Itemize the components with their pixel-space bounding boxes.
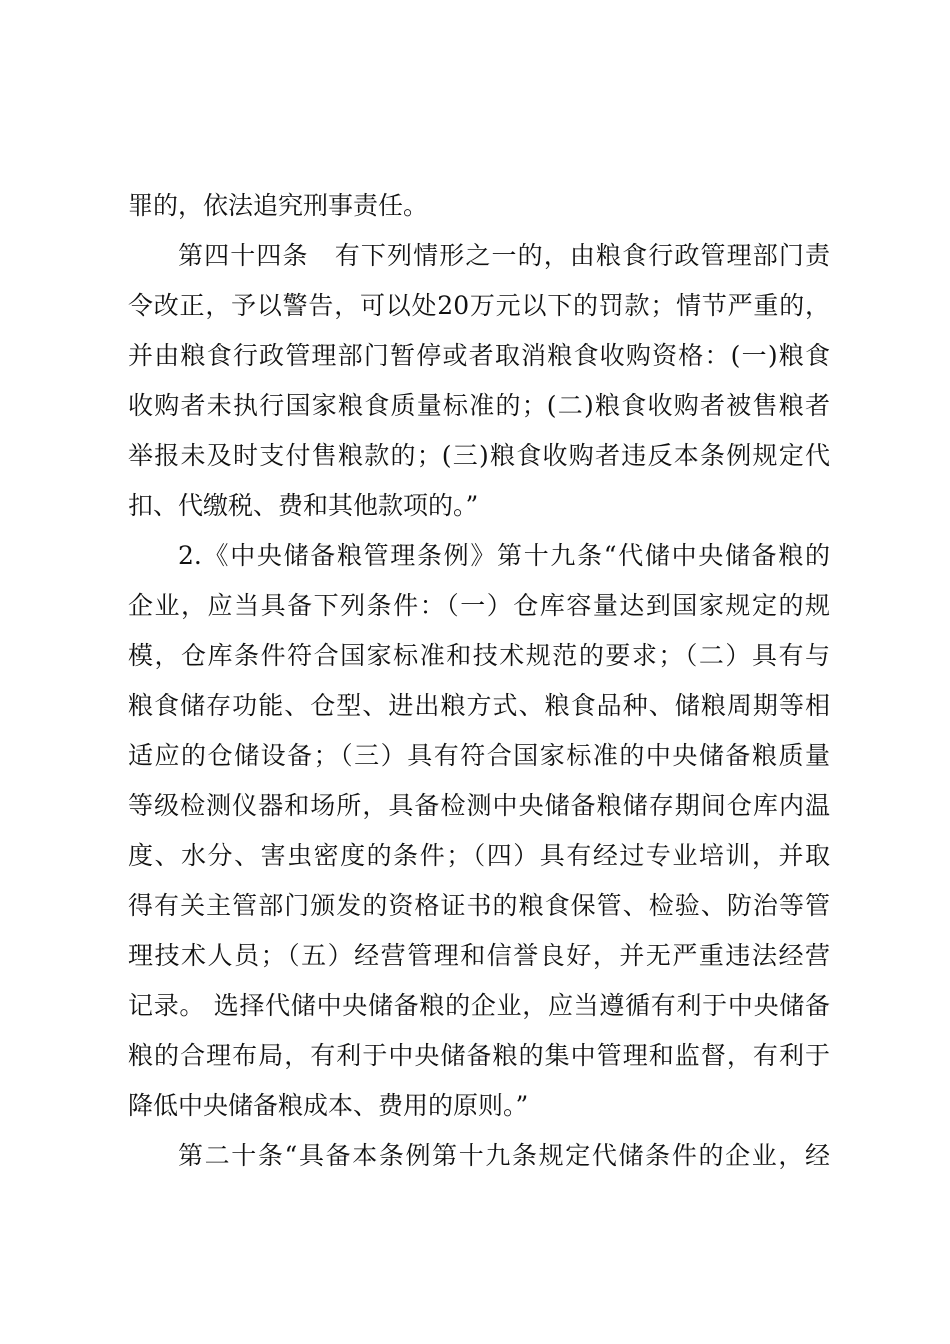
text-line: 等级检测仪器和场所，具备检测中央储备粮储存期间仓库内温	[128, 791, 830, 820]
text-line: 收购者未执行国家粮食质量标准的；(二)粮食收购者被售粮者	[128, 391, 830, 420]
text-line: 举报未及时支付售粮款的；(三)粮食收购者违反本条例规定代	[128, 441, 830, 470]
text-line: 降低中央储备粮成本、费用的原则。”	[128, 1091, 529, 1120]
text-line: 记录。 选择代储中央储备粮的企业，应当遵循有利于中央储备	[128, 991, 830, 1020]
text-line: 扣、代缴税、费和其他款项的。”	[128, 491, 479, 520]
text-line: 第四十四条 有下列情形之一的，由粮食行政管理部门责	[178, 241, 830, 270]
text-line: 罪的，依法追究刑事责任。	[128, 191, 429, 220]
text-line: 第二十条“具备本条例第十九条规定代储条件的企业，经	[178, 1141, 830, 1170]
text-line: 模，仓库条件符合国家标准和技术规范的要求；（二）具有与	[128, 641, 830, 670]
text-line: 适应的仓储设备；（三）具有符合国家标准的中央储备粮质量	[128, 741, 830, 770]
text-line: 并由粮食行政管理部门暂停或者取消粮食收购资格：(一)粮食	[128, 341, 830, 370]
text-line: 令改正，予以警告，可以处20万元以下的罚款；情节严重的，	[128, 291, 830, 320]
text-line: 企业，应当具备下列条件：（一）仓库容量达到国家规定的规	[128, 591, 830, 620]
text-line: 理技术人员；（五）经营管理和信誉良好，并无严重违法经营	[128, 941, 830, 970]
text-line: 度、水分、害虫密度的条件；（四）具有经过专业培训，并取	[128, 841, 830, 870]
text-line: 粮食储存功能、仓型、进出粮方式、粮食品种、储粮周期等相	[128, 691, 830, 720]
text-line: 得有关主管部门颁发的资格证书的粮食保管、检验、防治等管	[128, 891, 830, 920]
text-line: 粮的合理布局，有利于中央储备粮的集中管理和监督，有利于	[128, 1041, 830, 1070]
text-line: 2.《中央储备粮管理条例》第十九条“代储中央储备粮的	[178, 541, 830, 570]
